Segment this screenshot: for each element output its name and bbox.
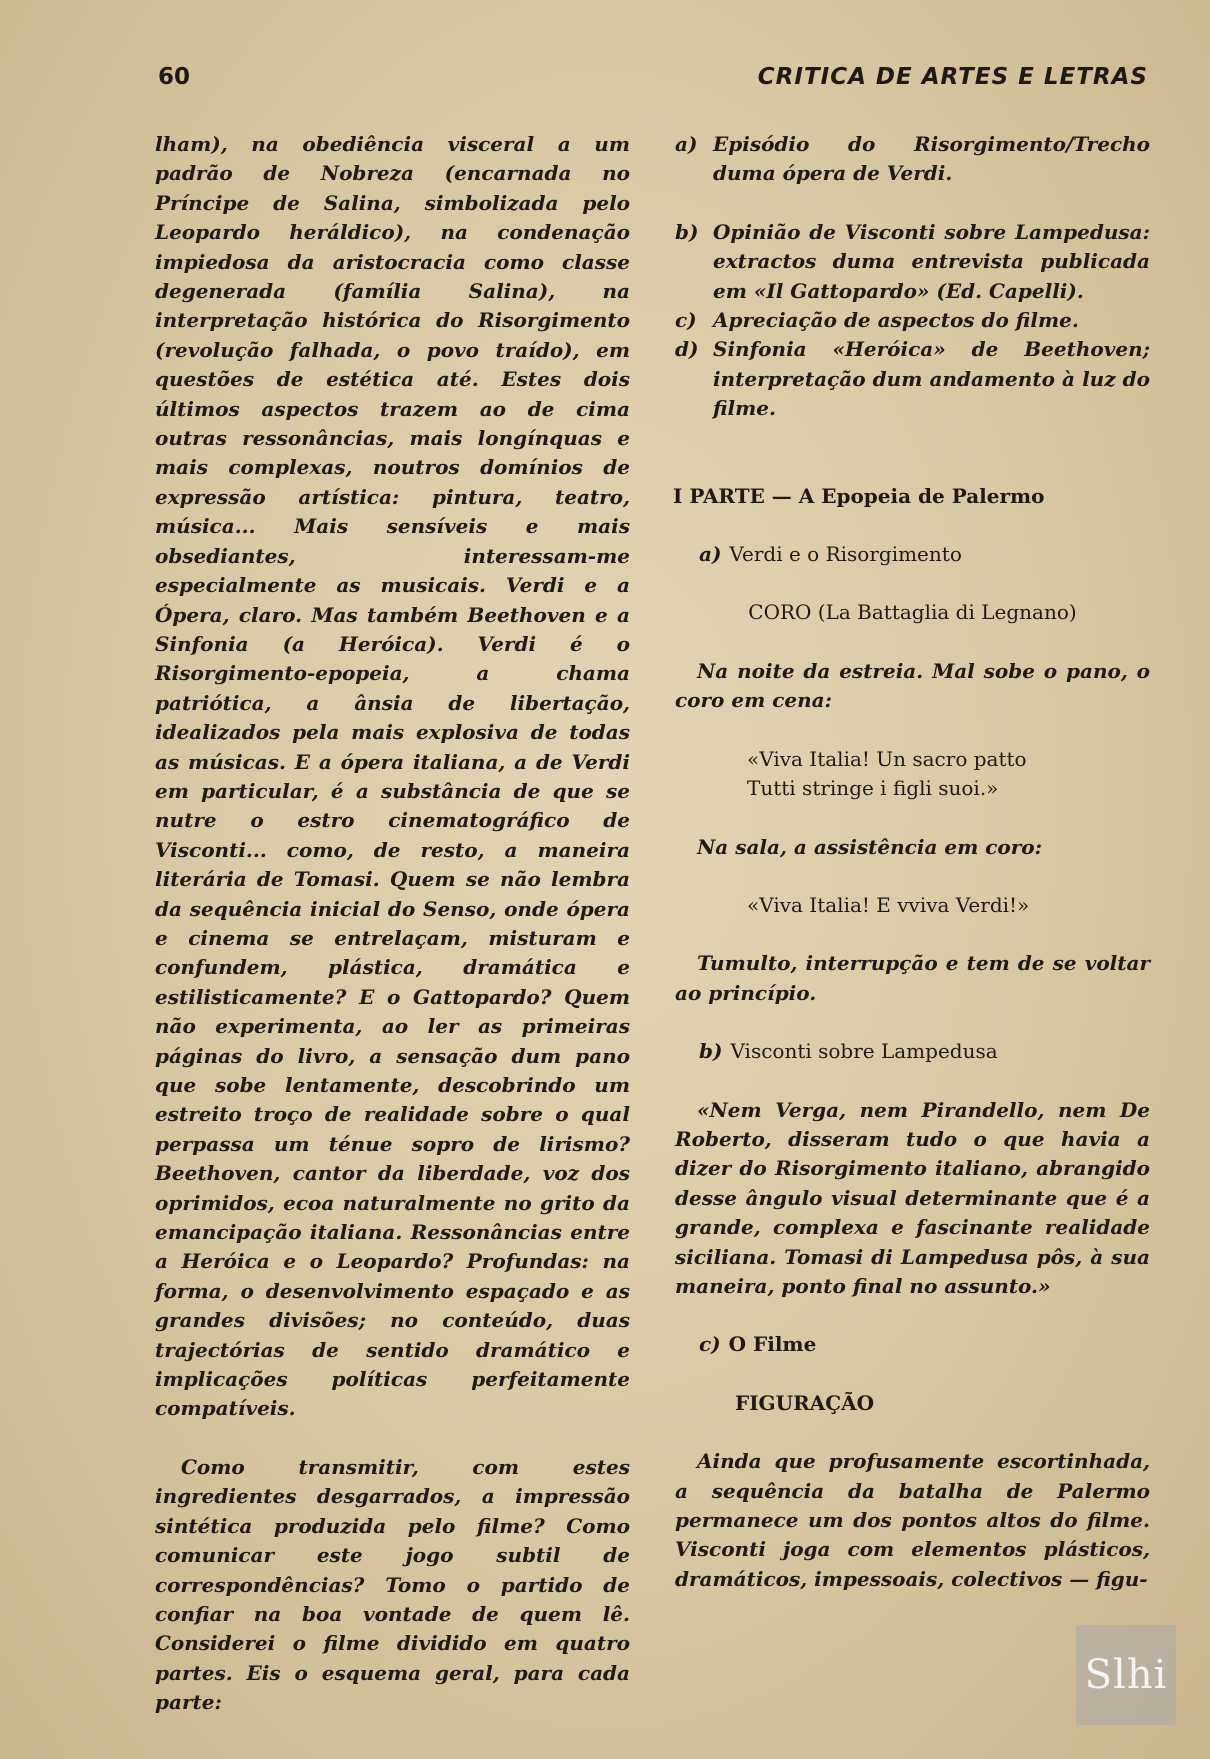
verse-line: Tutti stringe i figli suoi.» bbox=[747, 776, 999, 801]
scheme-item-a bbox=[675, 130, 1150, 189]
scheme-text: Episódio do Risorgimento/Trecho duma ópera de Verdi. bbox=[713, 132, 1150, 186]
part-title: I PARTE — A Epopeia de Palermo bbox=[673, 483, 1045, 508]
subsection-a bbox=[675, 540, 1150, 569]
scheme-item-b bbox=[675, 218, 1150, 306]
stage-direction: Tumulto, interrupção e tem de se voltar ao princípio. bbox=[675, 951, 1150, 1005]
subsection-title: O Filme bbox=[728, 1332, 817, 1357]
scheme-label: b) bbox=[675, 219, 699, 244]
scheme-item-d bbox=[675, 335, 1150, 423]
watermark-logo: Slhi bbox=[1076, 1625, 1176, 1725]
scheme-text: Opinião de Visconti sobre Lampedusa: extractos duma entrevista publicada em «Il Gattopardo» (Ed. Capelli). bbox=[713, 219, 1150, 303]
subsection-label: c) bbox=[699, 1332, 721, 1357]
quote-paragraph: «Nem Verga, nem Pirandello, nem De Roberto, disseram tudo o que havia a dizer do Risorgimento italiano, abrangido desse ângulo visual determinante que é a grande, complexa e fascinante realidade siciliana. Tomasi di Lampedusa pôs, à sua maneira, ponto final no assunto.» bbox=[675, 1097, 1150, 1298]
scheme-text: Apreciação de aspectos do filme. bbox=[713, 308, 1079, 333]
subsection-label: a) bbox=[699, 542, 722, 567]
body-paragraph: Como transmitir, com estes ingredientes desgarrados, a impressão sintética produzida pelo filme? Como comunicar este jogo subtil de correspondências? Tomo o partido de confiar na boa vontade de quem lê. Considerei o filme dividido em quatro partes. Eis o esquema geral, para cada parte: bbox=[155, 1454, 630, 1715]
stage-direction: Na noite da estreia. Mal sobe o pano, o coro em cena: bbox=[675, 658, 1150, 713]
coro-heading: CORO (La Battaglia di Legnano) bbox=[748, 600, 1077, 625]
subsection-title: Verdi e o Risorgimento bbox=[729, 542, 962, 567]
scheme-label: a) bbox=[675, 132, 698, 156]
body-paragraph: lham), na obediência visceral a um padrão de Nobreza (encarnada no Príncipe de Salina, simbolizada pelo Leopardo heráldico), na condenação impiedosa da aristocracia como classe degenerada (família Salina), na interpretação histórica do Risorgimento (revolução falhada, o povo traído), em questões de estética até. Estes dois últimos aspectos trazem ao de cima outras ressonâncias, mais longínquas e mais complexas, noutros domínios de expressão artística: pintura, teatro, música... Mais sensíveis e mais obsediantes, interessam-me especialmente as musicais. Verdi e a Ópera, claro. Mas também Beethoven e a Sinfonia (a Heróica). Verdi é o Risorgimento-epopeia, a chama patriótica, a ânsia de libertação, idealizados pela mais explosiva de todas as músicas. E a ópera italiana, a de Verdi em particular, é a substância de que se nutre o estro cinematográfico de Visconti... como, de resto, a maneira literária de Tomasi. Quem se não lembra da sequência inicial do Senso, onde ópera e cinema se entrelaçam, misturam e confundem, plástica, dramática e estilisticamente? E o Gattopardo? Quem não experimenta, ao ler as primeiras páginas do livro, a sensação dum pano que sobe lentamente, descobrindo um estreito troço de realidade sobre o qual perpassa um ténue sopro de lirismo? Beethoven, cantor da liberdade, voz dos oprimidos, ecoa naturalmente no grito da emancipação italiana. Ressonâncias entre a Heróica e o Leopardo? Profundas: na forma, o desenvolvimento espaçado e as grandes divisões; no conteúdo, duas trajectórias de sentido dramático e implicações políticas perfeitamente compatíveis. bbox=[155, 132, 630, 1421]
page-header bbox=[158, 58, 1148, 98]
scheme-item-c bbox=[675, 306, 1150, 335]
page-number: 60 bbox=[158, 64, 191, 90]
left-column bbox=[155, 130, 630, 1718]
right-column bbox=[675, 130, 1150, 1594]
verse-line: «Viva Italia! E vviva Verdi!» bbox=[747, 892, 1030, 917]
figuracao-heading: FIGURAÇÃO bbox=[735, 1390, 875, 1415]
stage-direction: Na sala, a assistência em coro: bbox=[697, 834, 1042, 859]
scheme-label: d) bbox=[675, 337, 699, 362]
subsection-label: b) bbox=[699, 1039, 723, 1064]
subsection-c bbox=[675, 1330, 1150, 1359]
verse-line: «Viva Italia! Un sacro patto bbox=[747, 746, 1027, 771]
running-title: CRITICA DE ARTES E LETRAS bbox=[757, 64, 1148, 90]
body-paragraph: Ainda que profusamente escortinhada, a sequência da batalha de Palermo permanece um dos pontos altos do filme. Visconti joga com elementos plásticos, dramáticos, impessoais, colectivos — figu- bbox=[675, 1449, 1150, 1591]
scheme-text: Sinfonia «Heróica» de Beethoven; interpretação dum andamento à luz do filme. bbox=[713, 337, 1150, 421]
subsection-title: Visconti sobre Lampedusa bbox=[730, 1039, 998, 1064]
subsection-b bbox=[675, 1037, 1150, 1066]
scheme-label: c) bbox=[675, 308, 697, 333]
